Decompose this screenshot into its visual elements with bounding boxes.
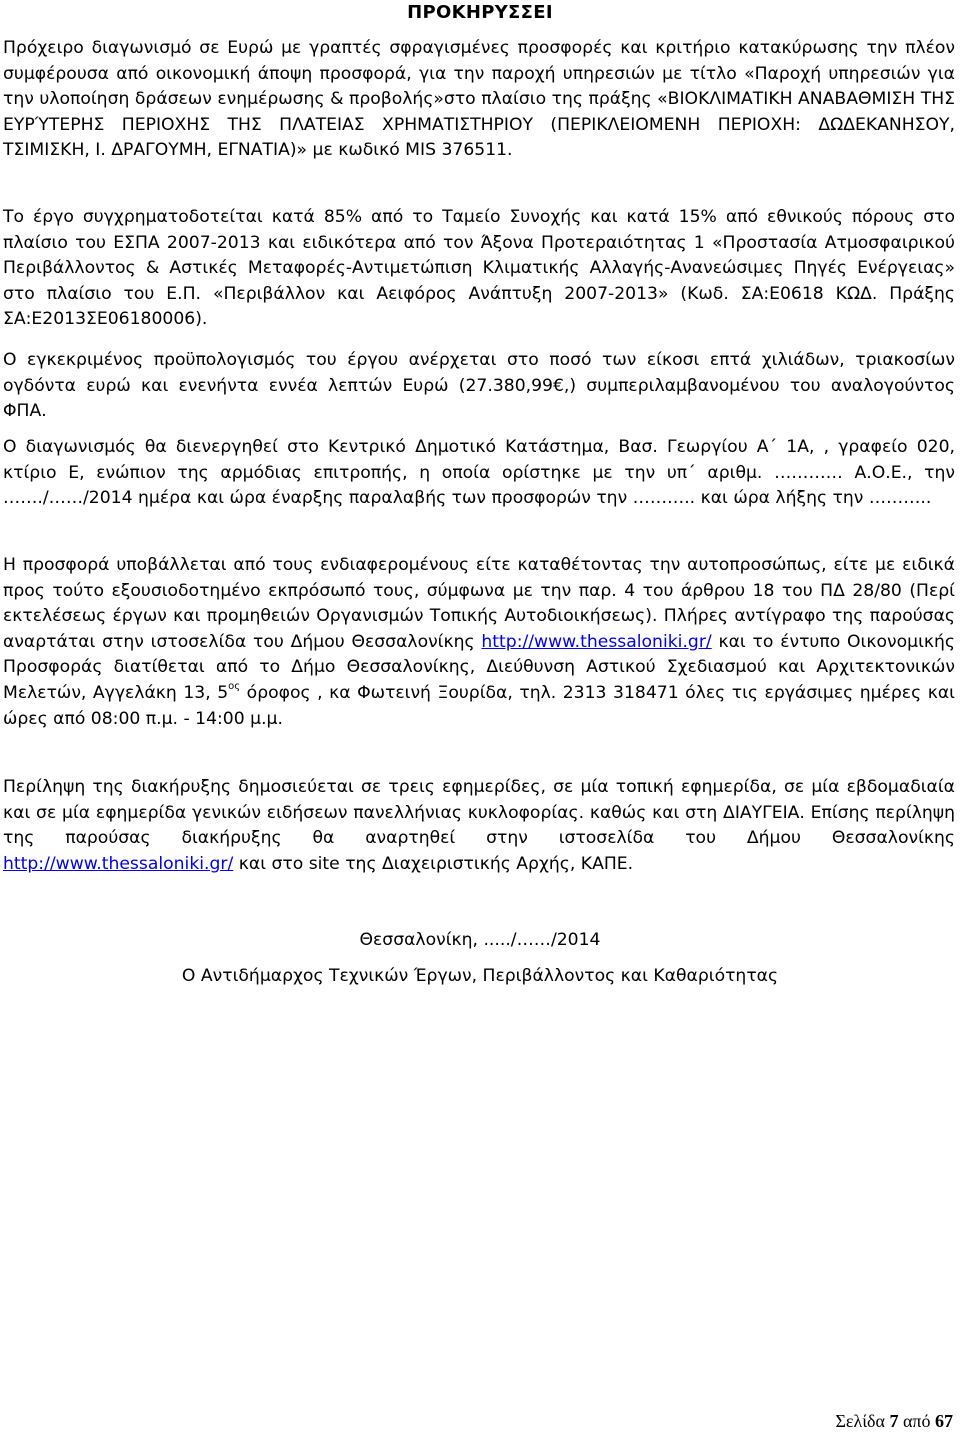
paragraph-funding: Το έργο συγχρηματοδοτείται κατά 85% από το Ταμείο Συνοχής και κατά 15% από εθνικούς πόρους στο πλαίσιο του ΕΣΠΑ 2007-2013 και ειδικότερα από τον Άξονα Προτεραιότητας 1 «Προστασία Ατμοσφαιρικού Περιβάλλοντος & Αστικές Μεταφορές-Αντιμετώπιση Κλιματικής Αλλαγής-Ανανεώσιμες Πηγές Ενέργειας» στο πλαίσιο του Ε.Π. «Περιβάλλον και Αειφόρος Ανάπτυξη 2007-2013» (Κωδ. ΣΑ:Ε0618 ΚΩΔ. Πράξης ΣΑ:Ε2013ΣΕ06180006).	[3, 207, 955, 330]
place-and-date: Θεσσαλονίκη, ...../……/2014	[359, 930, 601, 950]
publication-text-part-1: Περίληψη της διακήρυξης δημοσιεύεται σε τρεις εφημερίδες, σε μία τοπική εφημερίδα, σε μία εβδομαδιαία και σε μία εφημερίδα γενικών ειδήσεων πανελλήνιας κυκλοφορίας. καθώς και στη ΔΙΑΥΓΕΙΑ. Επίσης περίληψη της παρούσας διακήρυξης θα αναρτηθεί στην ιστοσελίδα του Δήμου Θεσσαλονίκης	[3, 777, 955, 849]
paragraph-submission	[3, 553, 955, 732]
current-page-number: 7	[889, 1411, 899, 1431]
floor-ordinal-suffix: ος	[228, 681, 241, 693]
submission-text-part-2: και το έντυπο Οικονομικής Προσφοράς διατίθεται από το Δήμο Θεσσαλονίκης, Διεύθυνση Αστικού Σχεδιασμού και Αρχιτεκτονικών Μελετών, Αγγελάκη 13, 5	[3, 631, 955, 703]
submission-text-part-1: Η προσφορά υποβάλλεται από τους ενδιαφερομένους είτε καταθέτοντας την αυτοπροσώπως, είτε με ειδικά προς τούτο εξουσιοδοτημένο εκπρόσωπό τους, σύμφωνα με την παρ. 4 του άρθρου 18 του ΠΔ 28/80 (Περί εκτελέσεως έργων και προμηθειών Οργανισμών Τοπικής Αυτοδιοικήσεως). Πλήρες αντίγραφο της παρούσας αναρτάται στην ιστοσελίδα του Δήμου Θεσσαλονίκης	[3, 555, 955, 652]
paragraph-tender-subject: Πρόχειρο διαγωνισμό σε Ευρώ με γραπτές σφραγισμένες προσφορές και κριτήριο κατακύρωσης την πλέον συμφέρουσα από οικονομική άποψη προσφορά, για την παροχή υπηρεσιών με τίτλο «Παροχή υπηρεσιών για την υλοποίηση δράσεων ενημέρωσης & προβολής»στο πλαίσιο της πράξης «ΒΙΟΚΛΙΜΑΤΙΚΗ ΑΝΑΒΑΘΜΙΣΗ ΤΗΣ ΕΥΡΎΤΕΡΗΣ ΠΕΡΙΟΧΗΣ ΤΗΣ ΠΛΑΤΕΙΑΣ ΧΡΗΜΑΤΙΣΤΗΡΙΟΥ (ΠΕΡΙΚΛΕΙΟΜΕΝΗ ΠΕΡΙΟΧΗ: ΔΩΔΕΚΑΝΗΣΟΥ, ΤΣΙΜΙΣΚΗ, Ι. ΔΡΑΓΟΥΜΗ, ΕΓΝΑΤΙΑ)» με κωδικό MIS 376511.	[3, 38, 955, 161]
paragraph-venue-date: Ο διαγωνισμός θα διενεργηθεί στο Κεντρικό Δημοτικό Κατάστημα, Βασ. Γεωργίου Α΄ 1Α, , γραφείο 020, κτίριο Ε, ενώπιον της αρμόδιας επιτροπής, η οποία ορίστηκε με την υπ΄ αριθμ. ………… Α.Ο.Ε., την ……./……/2014 ημέρα και ώρα έναρξης παραλαβής των προσφορών την ……….. και ώρα λήξης την ………..	[3, 437, 955, 509]
paragraph-publication	[3, 775, 955, 877]
publication-text-part-2: και στο site της Διαχειριστικής Αρχής, ΚΑΠΕ.	[233, 853, 634, 874]
submission-text-part-3: όροφος , κα Φωτεινή Ξουρίδα, τηλ. 2313 318471 όλες τις εργάσιμες ημέρες και ώρες από 08:00 π.μ. - 14:00 μ.μ.	[3, 682, 955, 729]
signatory-title: Ο Αντιδήμαρχος Τεχνικών Έργων, Περιβάλλοντος και Καθαριότητας	[181, 966, 779, 986]
paragraph-budget: Ο εγκεκριμένος προϋπολογισμός του έργου ανέρχεται στο ποσό των είκοσι επτά χιλιάδων, τριακοσίων ογδόντα ευρώ και ενενήντα εννέα λεπτών Ευρώ (27.380,99€,) συμπεριλαμβανομένου του αναλογούντος ΦΠΑ.	[3, 350, 955, 422]
page-word: Σελίδα	[835, 1411, 890, 1431]
thessaloniki-website-link-2[interactable]: http://www.thessaloniki.gr/	[3, 853, 234, 874]
total-page-count: 67	[935, 1411, 953, 1431]
of-word: από	[898, 1411, 935, 1431]
document-title: ΠΡΟΚΗΡΥΣΣΕΙ	[407, 2, 553, 23]
thessaloniki-website-link[interactable]: http://www.thessaloniki.gr/	[481, 631, 712, 652]
page-number-footer	[835, 1410, 953, 1432]
